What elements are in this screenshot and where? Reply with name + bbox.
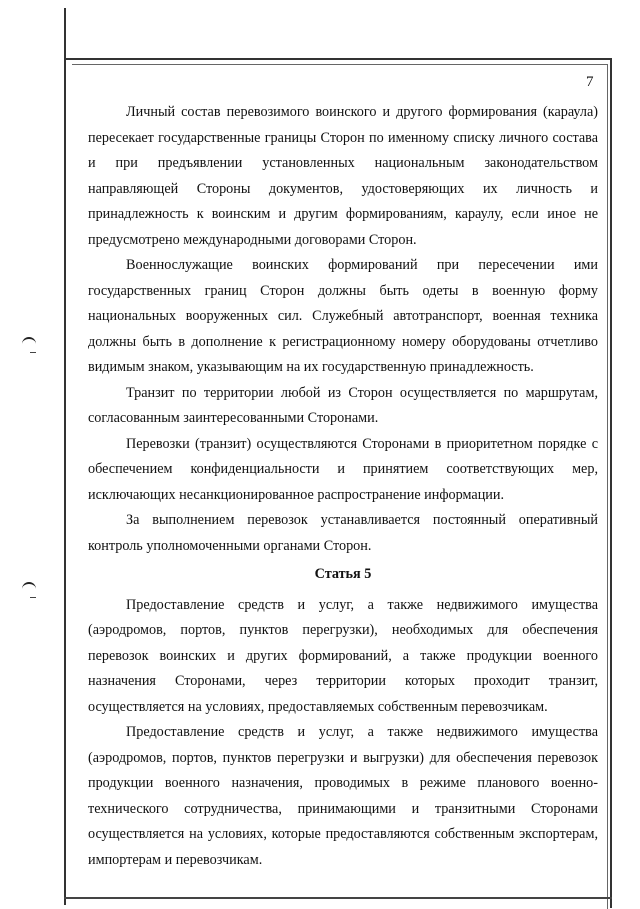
punch-hole-mark-bottom [22, 582, 36, 596]
paragraph-services-for-mtc-transport: Предоставление средств и услуг, а также недвижимого имущества (аэродромов, портов, пунктов перегрузки и выгрузки) для обеспечения перевозок продукции военного назначения, проводимых в режиме планового военно-технического сотрудничества, принимающими и транзитными Сторонами осуществляется на условиях, которые предоставляются собственным экспортерам, импортерам и перевозчикам. [88, 724, 598, 868]
paragraph-uniform-requirement: Военнослужащие воинских формирований при пересечении ими государственных границ Сторон должны быть одеты в военную форму национальных вооруженных сил. Служебный автотранспорт, военная техника должны быть в дополнение к регистрационному номеру оборудованы отчетливо видимым знаком, указывающим на их государственную принадлежность. [88, 257, 598, 375]
punch-hole-mark-top [22, 337, 36, 351]
paragraph-transit-routes: Транзит по территории любой из Сторон осуществляется по маршрутам, согласованным заинтересованными Сторонами. [88, 384, 598, 426]
page-number: 7 [586, 74, 594, 90]
document-body [88, 100, 598, 873]
paragraph-priority-confidentiality: Перевозки (транзит) осуществляются Сторонами в приоритетном порядке с обеспечением конфиденциальности и принятием соответствующих мер, исключающих несанкционированное распространение информации. [88, 435, 598, 503]
paragraph-crew-border-crossing: Личный состав перевозимого воинского и другого формирования (караула) пересекает государственные границы Сторон по именному списку личного состава и при предъявлении установленных национальным законодательством направляющей Стороны документов, удостоверяющих их личность и принадлежность к воинским и другим формированиям, караулу, если иное не предусмотрено международными договорами Сторон. [88, 104, 598, 248]
punch-hole-tick-bottom [30, 597, 36, 598]
paragraph-services-for-military-transport: Предоставление средств и услуг, а также недвижимого имущества (аэродромов, портов, пунктов перегрузки), необходимых для обеспечения перевозок воинских и других формирований, а также продукции военного назначения Сторонами, через территории которых проходит транзит, осуществляется на условиях, предоставляемых собственным перевозчикам. [88, 596, 598, 715]
page-bottom-line [64, 897, 612, 899]
paragraph-operational-control: За выполнением перевозок устанавливается постоянный оперативный контроль уполномоченными органами Сторон. [88, 512, 598, 554]
article-heading: Статья 5 [314, 566, 372, 582]
punch-hole-tick-top [30, 352, 36, 353]
